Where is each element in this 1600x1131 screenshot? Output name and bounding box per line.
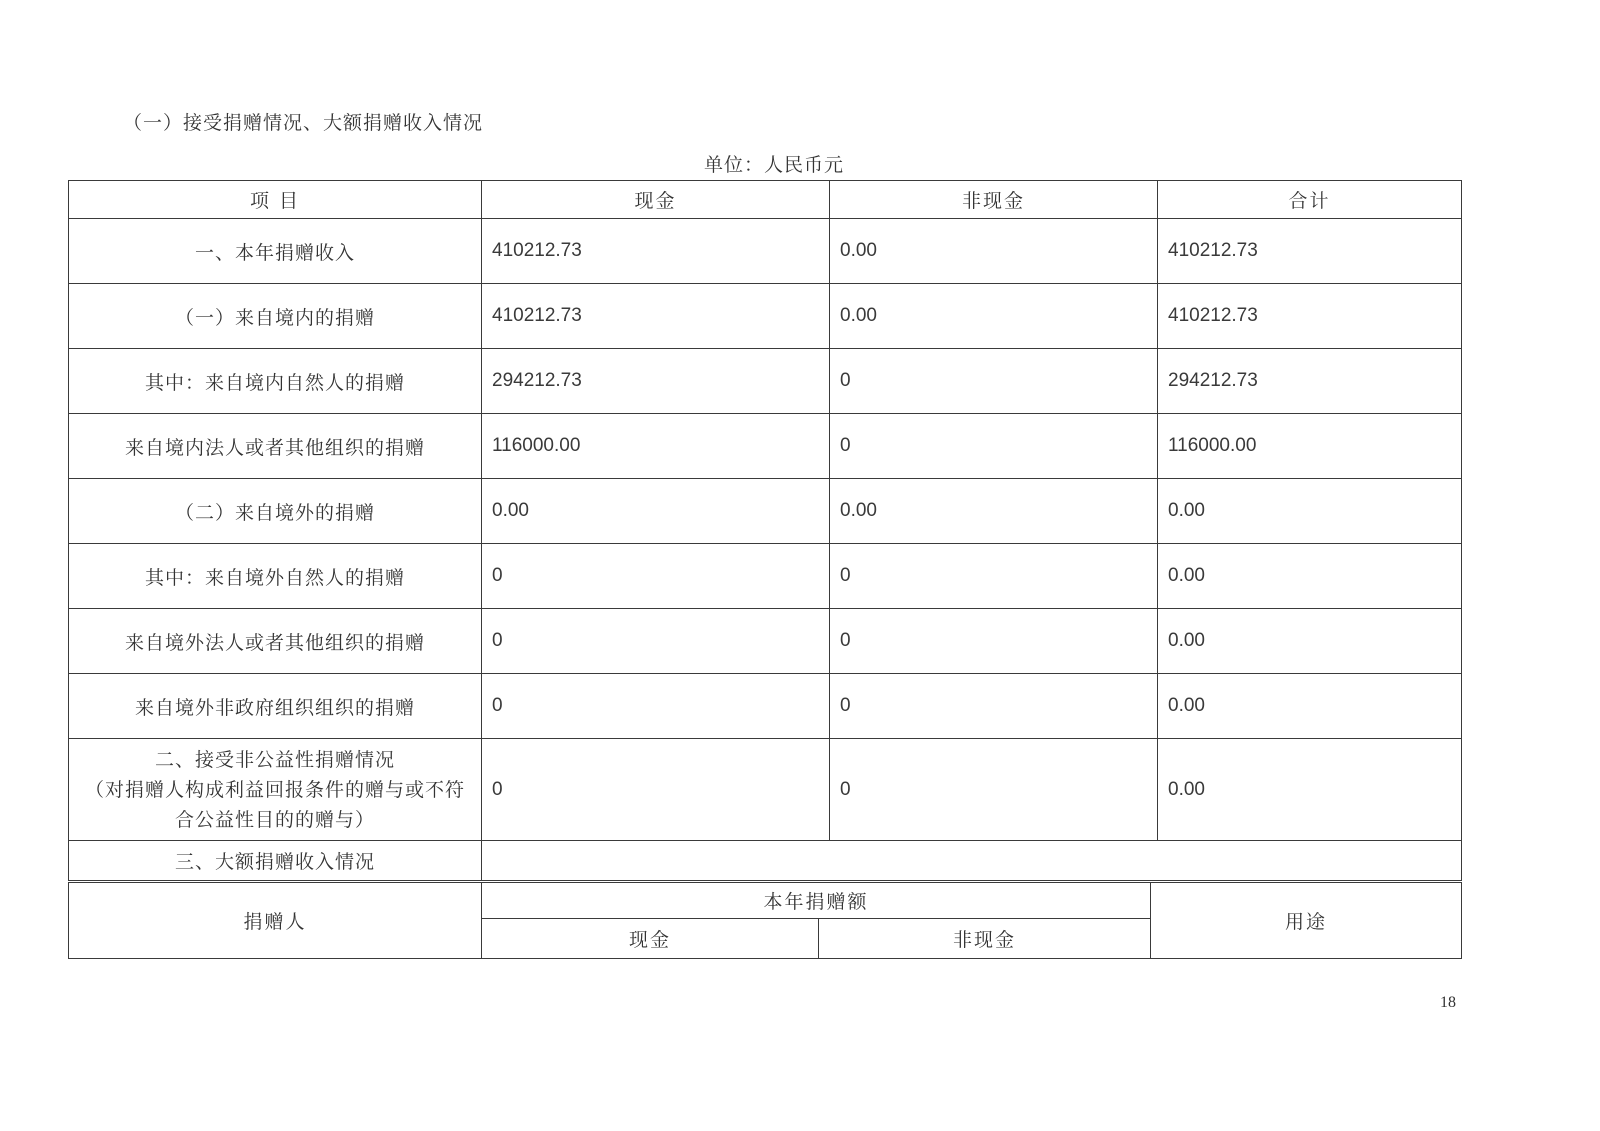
cash-value: 116000.00: [482, 414, 830, 479]
non-cash-value: 0: [830, 349, 1158, 414]
total-value: 0.00: [1158, 739, 1462, 841]
large-donation-row: [69, 841, 1462, 881]
cash-value: 0: [482, 544, 830, 609]
donation-table: [68, 180, 1462, 881]
non-cash-value: 0: [830, 544, 1158, 609]
non-public-label-line: （对捐赠人构成利益回报条件的赠与或不符: [84, 778, 465, 801]
total-value: 410212.73: [1158, 284, 1462, 349]
section-title: （一）接受捐赠情况、大额捐赠收入情况: [123, 112, 484, 134]
large-donation-table: [68, 882, 1462, 959]
cash-value: 410212.73: [482, 219, 830, 284]
row-label: 其中：来自境内自然人的捐赠: [69, 349, 482, 414]
table-row: [69, 284, 1462, 349]
year-amount-header: 本年捐赠额: [482, 883, 1151, 919]
row-label: 来自境外非政府组织组织的捐赠: [69, 674, 482, 739]
total-value: 294212.73: [1158, 349, 1462, 414]
non-cash-value: 0.00: [830, 284, 1158, 349]
non-cash-value: 0: [830, 674, 1158, 739]
non-cash-value: 0: [830, 414, 1158, 479]
cash-value: 0: [482, 609, 830, 674]
total-value: 0.00: [1158, 674, 1462, 739]
table-row: [69, 674, 1462, 739]
table-row: [69, 609, 1462, 674]
non-cash-value: 0.00: [830, 479, 1158, 544]
non-public-row: [69, 739, 1462, 841]
total-value: 410212.73: [1158, 219, 1462, 284]
table-row: [69, 219, 1462, 284]
total-value: 0.00: [1158, 544, 1462, 609]
non-cash-value: 0.00: [830, 219, 1158, 284]
non-public-label-line: 合公益性目的的赠与）: [174, 808, 375, 831]
header-item: 项 目: [69, 181, 482, 219]
table-header-row: [69, 181, 1462, 219]
large-donation-blank: [482, 841, 1462, 881]
row-label: 来自境内法人或者其他组织的捐赠: [69, 414, 482, 479]
unit-label: 单位：人民币元: [704, 154, 845, 176]
non-cash-value: 0: [830, 739, 1158, 841]
page-number: 18: [1440, 994, 1456, 1011]
table-row: [69, 544, 1462, 609]
non-public-label-line: 二、接受非公益性捐赠情况: [154, 748, 395, 771]
cash-value: 410212.73: [482, 284, 830, 349]
table-row: [69, 414, 1462, 479]
total-value: 116000.00: [1158, 414, 1462, 479]
row-label: 一、本年捐赠收入: [69, 219, 482, 284]
cash-value: 294212.73: [482, 349, 830, 414]
row-label: 其中：来自境外自然人的捐赠: [69, 544, 482, 609]
table-row: [69, 479, 1462, 544]
header-cash: 现金: [482, 181, 830, 219]
header-total: 合计: [1158, 181, 1462, 219]
large-cash-header: 现金: [482, 919, 819, 959]
total-value: 0.00: [1158, 609, 1462, 674]
large-donation-label: 三、大额捐赠收入情况: [69, 841, 482, 881]
cash-value: 0: [482, 674, 830, 739]
total-value: 0.00: [1158, 479, 1462, 544]
cash-value: 0.00: [482, 479, 830, 544]
cash-value: 0: [482, 739, 830, 841]
large-non-cash-header: 非现金: [819, 919, 1151, 959]
purpose-header: 用途: [1151, 883, 1462, 959]
row-label: （二）来自境外的捐赠: [69, 479, 482, 544]
non-cash-value: 0: [830, 609, 1158, 674]
row-label: 来自境外法人或者其他组织的捐赠: [69, 609, 482, 674]
donor-header: 捐赠人: [69, 883, 482, 959]
table-row: [69, 349, 1462, 414]
row-label: （一）来自境内的捐赠: [69, 284, 482, 349]
header-non-cash: 非现金: [830, 181, 1158, 219]
non-public-label: [69, 739, 482, 841]
